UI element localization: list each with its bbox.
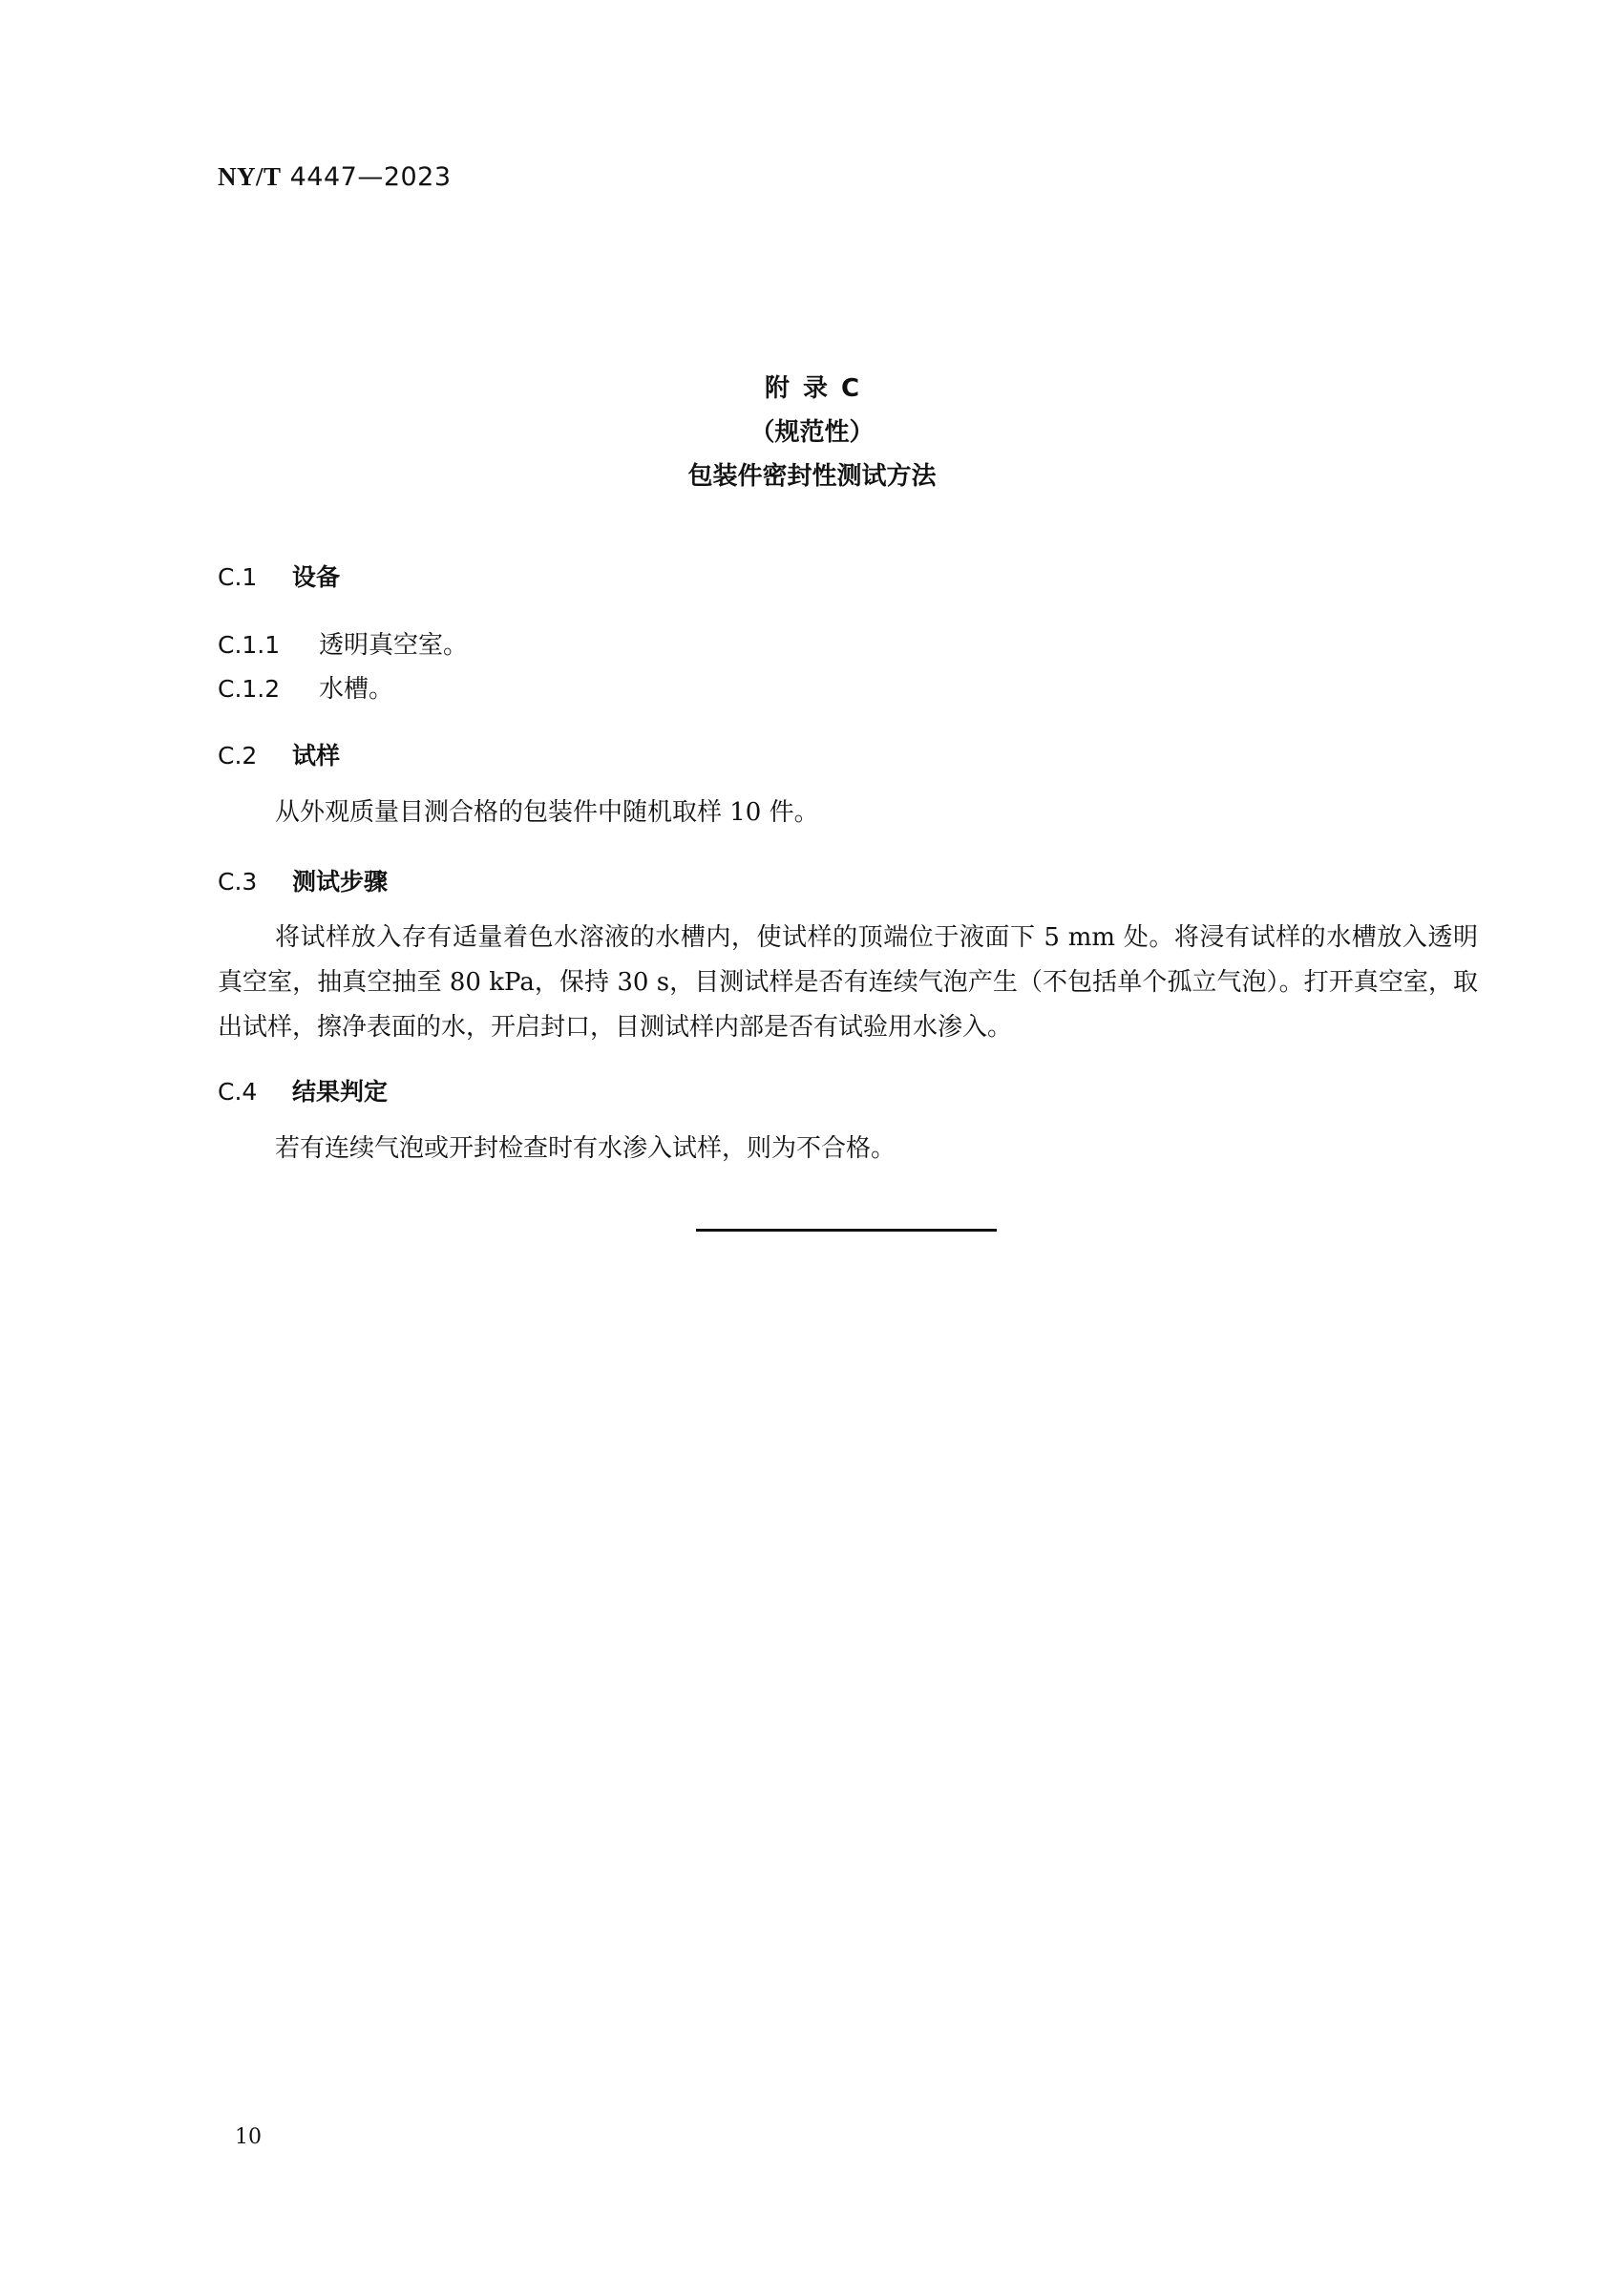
section-body-c3: 将试样放入存有适量着色水溶液的水槽内，使试样的顶端位于液面下 5 mm 处。将浸有试样的水槽放入透明真空室，抽真空抽至 80 kPa，保持 30 s，目测试样是否有连续气泡产生（不包括单个孤立气泡）。打开真空室，取出试样，擦净表面的水，开启封口，目测试样内部是否有试验用水渗入。 [218,923,1478,1042]
section-title: 结果判定 [292,1078,389,1106]
annex-type: （规范性） [749,418,875,447]
section-title: 试样 [292,742,341,770]
section-heading-c4 [218,1073,388,1107]
subsection-c1-1 [218,625,468,661]
annex-heading [0,367,1624,498]
subsection-text: 水槽。 [319,675,394,704]
subsection-number: C.1.1 [218,631,281,659]
section-body-c4: 若有连续气泡或开封检查时有水渗入试样，则为不合格。 [275,1134,896,1163]
section-heading-c2 [218,737,340,771]
section-number: C.4 [218,1078,258,1106]
section-body-c2: 从外观质量目测合格的包装件中随机取样 10 件。 [275,798,819,827]
annex-subtitle: 包装件密封性测试方法 [687,462,937,491]
annex-title: 附录C [764,374,874,403]
page-number: 10 [235,2125,262,2149]
end-rule-divider [696,1229,997,1232]
section-title: 设备 [292,563,341,591]
subsection-text: 透明真空室。 [319,631,469,660]
section-heading-c1 [218,559,340,593]
section-number: C.2 [218,742,258,770]
subsection-number: C.1.2 [218,675,281,703]
section-title: 测试步骤 [292,868,389,896]
section-heading-c3 [218,863,388,897]
section-number: C.1 [218,563,258,591]
subsection-c1-2 [218,669,393,705]
section-number: C.3 [218,868,258,896]
standard-number: 4447—2023 [289,162,452,192]
standard-prefix: NY/T [218,162,282,191]
standard-code [218,162,452,192]
